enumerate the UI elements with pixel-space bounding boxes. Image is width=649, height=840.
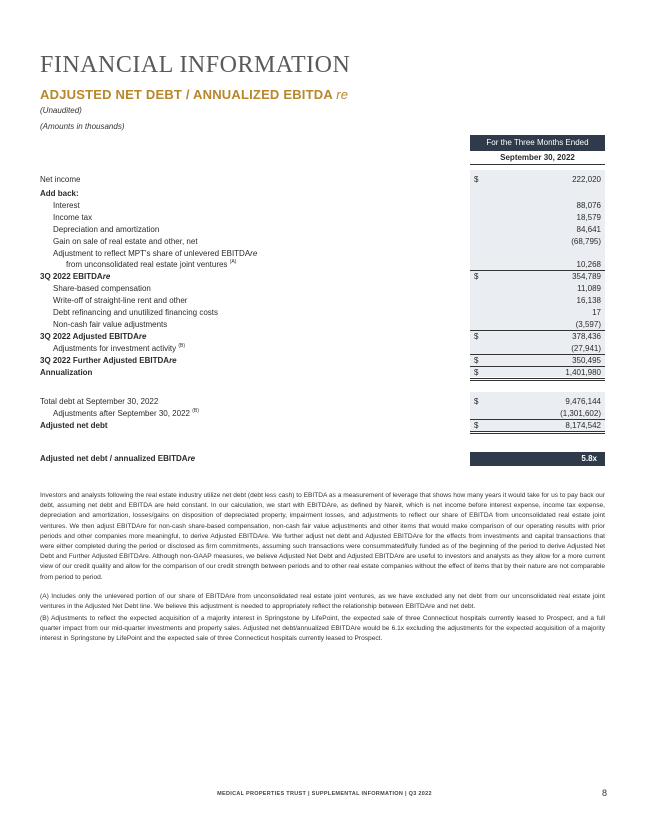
table-row	[40, 174, 605, 185]
row-dollar: $	[474, 332, 479, 341]
ratio-label: Adjusted net debt / annualized EBITDAre	[40, 454, 196, 463]
column-header: For the Three Months Ended	[470, 135, 605, 151]
row-value: 222,020	[572, 175, 601, 184]
row-label: Gain on sale of real estate and other, net	[53, 237, 198, 246]
row-label: Debt refinancing and unutilized financing costs	[53, 308, 218, 317]
row-dollar: $	[474, 175, 479, 184]
row-label: Non-cash fair value adjustments	[53, 320, 168, 329]
table-row	[40, 200, 605, 211]
row-label: from unconsolidated real estate joint ventures $^{(A)}$	[66, 259, 237, 269]
row-label: 3Q 2022 EBITDAre	[40, 272, 111, 281]
row-label: 3Q 2022 Further Adjusted EBITDAre	[40, 356, 177, 365]
row-label: Depreciation and amortization	[53, 225, 160, 234]
row-label: Adjustment to reflect MPT's share of unlevered EBITDAre	[53, 249, 258, 258]
table-row	[40, 295, 605, 306]
row-label: Total debt at September 30, 2022	[40, 397, 159, 406]
table-row	[40, 408, 605, 419]
total-rule	[470, 431, 605, 432]
report-title-suffix: re	[336, 87, 349, 102]
footnote-a: (A) Includes only the unlevered portion of our share of EBITDAre from unconsolidated real estate joint ventures, as we have excluded any net debt from our unconsolidated real estate joint ventures in the Adjusted Net Debt line. We believe this adjustment is needed to appropriately reflect the relationship between EBITDAre and net debt.	[40, 593, 605, 611]
row-value: 10,268	[576, 260, 601, 269]
table-row	[40, 224, 605, 235]
row-value: (1,301,602)	[560, 409, 601, 418]
table-row	[40, 331, 605, 342]
row-value: 354,789	[572, 272, 601, 281]
table-row	[40, 248, 605, 259]
table-row	[40, 319, 605, 330]
table-row	[40, 343, 605, 354]
explanatory-paragraph: Investors and analysts following the real estate industry utilize net debt (debt less cash) to EBITDA as a measurement of leverage that shows how many years it would take for us to pay back our debt, assuming net debt and EBITDA are held constant. In our calculation, we start with EBITDAre, as defined by Nareit, which is net income before interest expense, income tax expense, depreciation and amortization, losses/gains on disposition of depreciated property, impairment losses, and adjustments to reflect our share of EBITDA from unconsolidated real estate joint ventures. We then adjust EBITDAre for non-cash share-based compensation, non-cash fair value adjustments and other items that would make comparison of our operating results with prior periods and other companies more meaningful, to derive Adjusted EBITDAre. We further adjust net debt and Adjusted EBITDAre for the effects from investments and capital transactions that were either completed during the period or disclosed as firm commitments, assuming such transactions were consummated/fully funded as of the beginning of the period to derive Adjusted Net Debt and Further Adjusted EBITDAre. Although non-GAAP measures, we believe Adjusted Net Debt and Adjusted EBITDAre are useful to investors and analysts as they allow for a more current view of our credit quality and allow for the comparison of our credit strength between periods and to other real estate companies without the effect of items that by their nature are not comparable from period to period.	[40, 492, 605, 581]
row-value: 350,495	[572, 356, 601, 365]
row-value: (3,597)	[575, 320, 601, 329]
table-row	[40, 271, 605, 282]
table-row	[40, 355, 605, 366]
amounts-note: (Amounts in thousands)	[40, 122, 125, 131]
ratio-value-box	[470, 452, 605, 466]
row-label: 3Q 2022 Adjusted EBITDAre	[40, 332, 147, 341]
table-row	[40, 212, 605, 223]
unaudited-note: (Unaudited)	[40, 106, 82, 115]
row-label: Adjusted net debt	[40, 421, 108, 430]
row-value: 11,089	[577, 284, 601, 293]
row-value: 18,579	[576, 213, 601, 222]
total-rule	[470, 433, 605, 434]
footnote-b: (B) Adjustments to reflect the expected acquisition of a majority interest in Springstone by LifePoint, the expected sale of three Connecticut hospitals currently leased to Prospect, and a full quarter impact from our mid-quarter investments and property sales. Adjusted net debt/annualized EBITDAre would be 6.1x excluding the adjustments for the expected acquisition of a majority interest in Springstone by LifePoint and the expected sale of three Connecticut hospitals currently leased to Prospect.	[40, 615, 605, 643]
section-title: FINANCIAL INFORMATION	[40, 52, 351, 78]
column-subheader: September 30, 2022	[470, 152, 605, 165]
footnote-ref: (B)	[178, 343, 186, 349]
ratio-value: 5.8x	[581, 454, 597, 463]
row-label: Income tax	[53, 213, 93, 222]
row-value: 1,401,980	[565, 368, 601, 377]
total-rule	[470, 380, 605, 381]
table-row	[40, 236, 605, 247]
row-label: Share-based compensation	[53, 284, 151, 293]
row-label: Write-off of straight-line rent and other	[53, 296, 188, 305]
row-value: 9,476,144	[565, 397, 601, 406]
row-value: 8,174,542	[565, 421, 601, 430]
row-label: Interest	[53, 201, 80, 210]
footnote-ref: (B)	[192, 408, 199, 414]
report-title	[40, 87, 348, 102]
row-value: 378,436	[572, 332, 601, 341]
footnote-ref: (A)	[229, 259, 237, 265]
total-rule	[470, 378, 605, 379]
row-value: (27,941)	[571, 344, 601, 353]
row-dollar: $	[474, 368, 479, 377]
table-row	[40, 307, 605, 318]
table-row	[40, 188, 605, 199]
row-label: Net income	[40, 175, 81, 184]
row-dollar: $	[474, 397, 479, 406]
row-label: Adjustments for investment activity $^{(B)}$	[53, 343, 186, 353]
row-label: Add back:	[40, 189, 79, 198]
row-value: 88,076	[576, 201, 601, 210]
row-dollar: $	[474, 272, 479, 281]
row-dollar: $	[474, 356, 479, 365]
table-row	[40, 283, 605, 294]
report-title-text: ADJUSTED NET DEBT / ANNUALIZED EBITDA	[40, 87, 333, 102]
page-footer: MEDICAL PROPERTIES TRUST | SUPPLEMENTAL INFORMATION | Q3 2022	[217, 791, 432, 797]
row-dollar: $	[474, 421, 479, 430]
table-row	[40, 259, 605, 270]
row-value: 16,138	[576, 296, 601, 305]
row-value: 17	[592, 308, 601, 317]
table-row	[40, 396, 605, 407]
row-value: 84,641	[576, 225, 601, 234]
table-row	[40, 367, 605, 378]
row-label: Adjustments after September 30, 2022 $^{(B)}$	[53, 408, 199, 418]
row-label: Annualization	[40, 368, 93, 377]
page-number: 8	[602, 788, 608, 798]
table-row	[40, 420, 605, 431]
row-value: (68,795)	[571, 237, 601, 246]
